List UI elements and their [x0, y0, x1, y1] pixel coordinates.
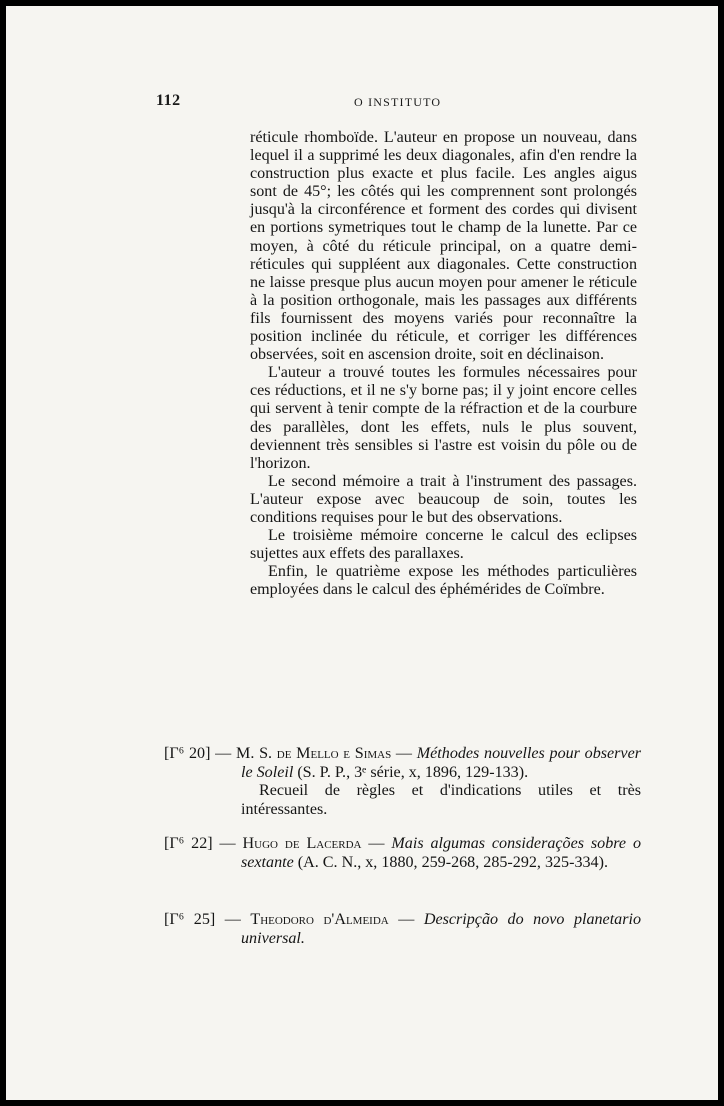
running-title: O INSTITUTO: [354, 95, 442, 109]
document-page: [6, 6, 718, 1100]
bibliography-entry: [164, 835, 641, 872]
entry-title: Méthodes nouvelles pour observer le Soleil: [241, 745, 641, 781]
paragraph: Enfin, le quatrième expose les méthodes particulières employées dans le calcul des éphémérides de Coïmbre.: [250, 563, 637, 599]
entry-source: (A. C. N., x, 1880, 259-268, 285-292, 325-334).: [293, 853, 608, 871]
entry-author: Theodoro d'Almeida: [250, 911, 389, 928]
paragraph: Le second mémoire a trait à l'instrument des passages. L'auteur expose avec beaucoup de soin, toutes les conditions requises pour le but des observations.: [250, 472, 637, 526]
bibliography-entry: [164, 745, 641, 819]
page-header: [156, 92, 646, 114]
entry-dash: —: [391, 745, 417, 762]
entry-reference: [Γ⁶ 20] —: [164, 745, 232, 762]
bibliography-entry: [164, 911, 641, 948]
entry-reference: [Γ⁶ 22] —: [164, 835, 236, 852]
entry-dash: —: [361, 835, 392, 852]
entry-heading: [164, 835, 641, 872]
entry-title: Mais algumas considerações sobre o sextante: [241, 835, 641, 871]
entry-reference: [Γ⁶ 25] —: [164, 911, 241, 928]
entry-author: Hugo de Lacerda: [242, 835, 362, 852]
page-number: 112: [156, 92, 181, 109]
entry-note: Recueil de règles et d'indications utiles et très intéressantes.: [241, 782, 641, 818]
paragraph: Le troisième mémoire concerne le calcul des eclipses sujettes aux effets des parallaxes.: [250, 527, 637, 563]
paragraph: L'auteur a trouvé toutes les formules nécessaires pour ces réductions, et il ne s'y borne pas; il y joint encore celles qui servent à tenir compte de la réfraction et de la courbure des parallèles, dont les effets, nuls le plus souvent, deviennent très sensibles si l'astre est voisin du pôle ou de l'horizon.: [250, 364, 637, 472]
paragraph: réticule rhomboïde. L'auteur en propose un nouveau, dans lequel il a supprimé les deux diagonales, afin d'en rendre la construction plus exacte et plus facile. Les angles aigus sont de 45°; les côtés qui les comprennent sont prolongés jusqu'à la circonférence et forment des cordes qui divisent en portions symetriques tout le champ de la lunette. Par ce moyen, à côté du réticule principal, on a quatre demi-réticules qui suppléent aux diagonales. Cette construction ne laisse presque plus aucun moyen pour amener le réticule à la position orthogonale, mais les passages aux différents fils fournissent des moyens variés pour reconnaître la position inclinée du réticule, et corriger les différences observées, soit en ascension droite, soit en déclinaison.: [250, 129, 637, 364]
entry-title: Descripção do novo planetario universal.: [241, 911, 641, 947]
body-text: [250, 129, 637, 599]
entry-dash: —: [388, 911, 424, 928]
entry-source: (S. P. P., 3ᵉ série, x, 1896, 129-133).: [293, 763, 529, 781]
entry-heading: [164, 745, 641, 782]
entry-heading: [164, 911, 641, 948]
entry-author: M. S. de Mello e Simas: [236, 745, 392, 762]
